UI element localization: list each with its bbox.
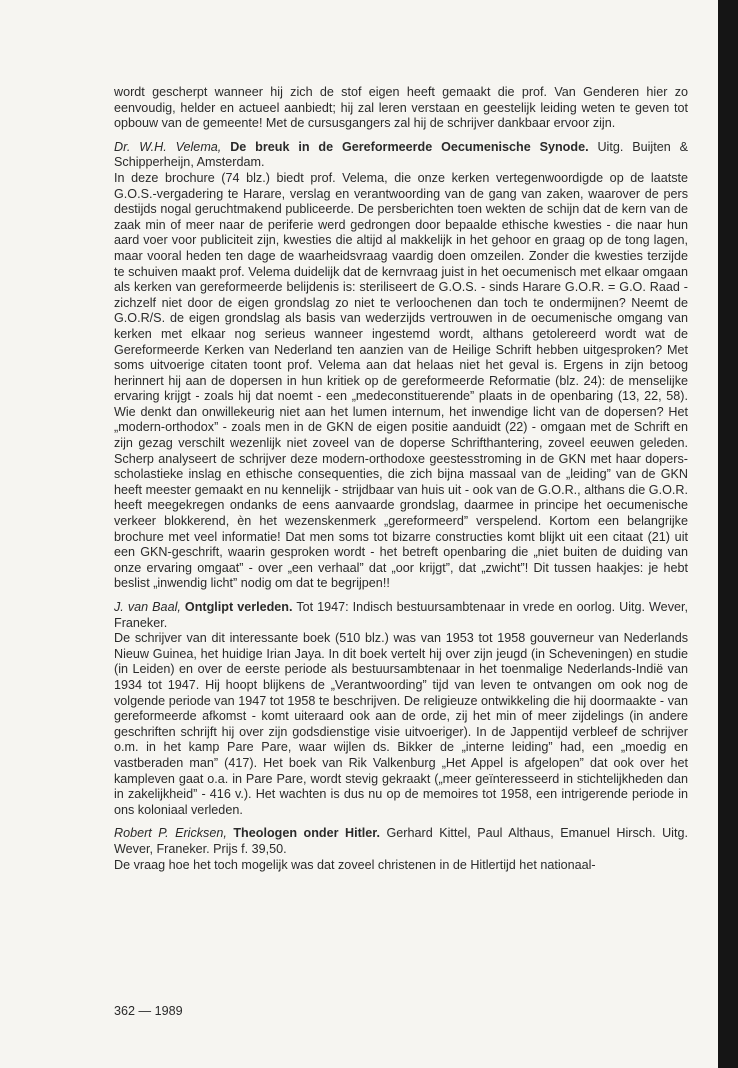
review-publisher: Gerhard Kittel, Paul Althaus, Emanuel Hirsch. Uitg. Wever, Franeker. Prijs f. 39,50. — [114, 826, 688, 856]
review-publisher: Tot 1947: Indisch bestuursambtenaar in vrede en oorlog. Uitg. Wever, Franeker. — [114, 600, 688, 630]
scan-edge — [718, 0, 738, 1068]
review-author: J. van Baal, — [114, 600, 181, 614]
page-text — [114, 85, 688, 873]
review-van-baal — [114, 600, 688, 818]
review-ericksen — [114, 826, 688, 873]
review-title: Ontglipt verleden. — [184, 600, 293, 614]
review-header — [114, 826, 688, 857]
review-velema — [114, 140, 688, 592]
review-author: Dr. W.H. Velema, — [114, 139, 222, 154]
review-body: De vraag hoe het toch mogelijk was dat zoveel christenen in de Hitlertijd het nationaal- — [114, 857, 596, 872]
review-author: Robert P. Ericksen, — [114, 826, 227, 841]
review-header — [114, 600, 688, 631]
review-body: In deze brochure (74 blz.) biedt prof. Velema, die onze kerken vertegenwoordigde op de laatste G.O.S.-vergadering te Harare, verslag en verantwoording van de gang van zaken, waarover de pers destijds nogal geruchtmakend publiceerde. De persberichten toen wekten de schijn dat de kern van de zaak min of meer naar de periferie werd gedrongen door bepaalde ethische kwesties - die naar hun aard voer voor publiciteit zijn, kwesties die altijd al makkelijk in het gehoor en graag op de tong lagen, maar vooral heden ten dage de waarheidsvraag vaardig doen omzeilen. Zonder die kwesties terzijde te schuiven maakt prof. Velema duidelijk dat de kernvraag juist in het oecumenisch met elkaar omgaan als kerken van gereformeerde belijdenis is: steriliseert de G.O.S. - sinds Harare G.O.R. = G.O. Raad - zichzelf niet door de eigen grondslag zo niet te verloochenen dan toch te ondermijnen? Neemt de G.O.R/S. de eigen grondslag als basis van wederzijds vertrouwen in de oecumenische omgang van kerken met elkaar nog serieus wanneer ingestemd wordt, althans getolereerd wordt wat de Gereformeerde Kerken van Nederland ten aanzien van de Heilige Schrift hebben uitgesproken? Met soms uitvoerige citaten toont prof. Velema aan dat helaas niet het geval is. Ergens in zijn betoog herinnert hij aan de dopersen in hun kritiek op de gereformeerde Reformatie (blz. 24): de menselijke ervaring krijgt - zoals hij dat noemt - een „medeconstituerende” plaats in de openbaring (13, 22, 58). Wie denkt dan onwillekeurig niet aan het lumen internum, het inwendige licht van de dopersen? Het „modern-orthodox” - zoals men in de GKN de eigen positie aanduidt (22) - omgaan met de Schrift en zijn gezag verschilt wezenlijk niet zoveel van de doperse Schrifthantering, zoveel eeuwen geleden. Scherp analyseert de schrijver deze modern-orthodoxe geestesstroming in de GKN met haar dopers-scholastieke inslag en ethische consequenties, die zich bijna massaal van de „leiding” van de GKN heeft meester gemaakt en nu kennelijk - strijdbaar van huis uit - ook van de G.O.R., althans die G.O.R. heeft meegekregen ondanks de eens aanvaarde grondslag, daarmee in principe het oecumenische verkeer blokkerend, èn het wezenskenmerk „gereformeerd” verspelend. Kortom een belangrijke brochure met veel informatie! Dat men soms tot bizarre constructies komt blijkt uit een citaat (21) uit een GKN-geschrift, waarin gesproken wordt - het betreft openbaring die „niet buiten de duiding van onze ervaring omgaat” - over „een verhaal” dat „oor krijgt”, dat „zwicht”! Dit tussen haakjes: je hebt beslist „inwendig licht” nodig om dat te begrijpen!! — [114, 170, 688, 591]
review-body: De schrijver van dit interessante boek (510 blz.) was van 1953 tot 1958 gouverneur van Nederlands Nieuw Guinea, het huidige Irian Jaya. In dit boek vertelt hij over zijn jeugd (in Scheveningen) en studie (in Leiden) en over de eerste periode als bestuursambtenaar in het toenmalige Nederlands-Indië van 1934 tot 1947. Hij hoopt blijkens de „Verantwoording” tijd van leven te ontvangen om ook nog de volgende periode van 1947 tot 1958 te beschrijven. De religieuze ontwikkeling die hij doormaakte - van gereformeerde afkomst - komt uiteraard ook aan de orde, zij het min of meer zijdelings (in andere geschriften schrijft hij over zijn godsdienstige visie uitvoeriger). In de Jappentijd verbleef de schrijver o.m. in het kamp Pare Pare, waar wijlen ds. Bikker de „interne leiding” had, een „moedig en vastberaden man” (417). Het boek van Rik Valkenburg „Het Appel is afgelopen” dat ook over het kampleven gaat o.a. in Pare Pare, wordt stevig gekraakt („meer geïnteresseerd in stichtelijkheden dan in zakelijkheid” - 416 v.). Het wachten is dus nu op de memoires tot 1958, een intrigerende periode in ons koloniaal verleden. — [114, 631, 688, 817]
intro-paragraph: wordt gescherpt wanneer hij zich de stof eigen heeft gemaakt die prof. Van Genderen hier zo eenvoudig, helder en actueel aanbiedt; hij zal leren verstaan en geestelijk leiding weten te geven tot opbouw van de gemeente! Met de cursusgangers zal hij de schrijver dankbaar ervoor zijn. — [114, 85, 688, 131]
review-header — [114, 140, 688, 171]
review-title: De breuk in de Gereformeerde Oecumenische Synode. — [230, 139, 589, 154]
review-publisher: Uitg. Buijten & Schipperheijn, Amsterdam. — [114, 139, 688, 170]
page-number: 362 — 1989 — [114, 1004, 183, 1018]
review-title: Theologen onder Hitler. — [233, 826, 380, 841]
